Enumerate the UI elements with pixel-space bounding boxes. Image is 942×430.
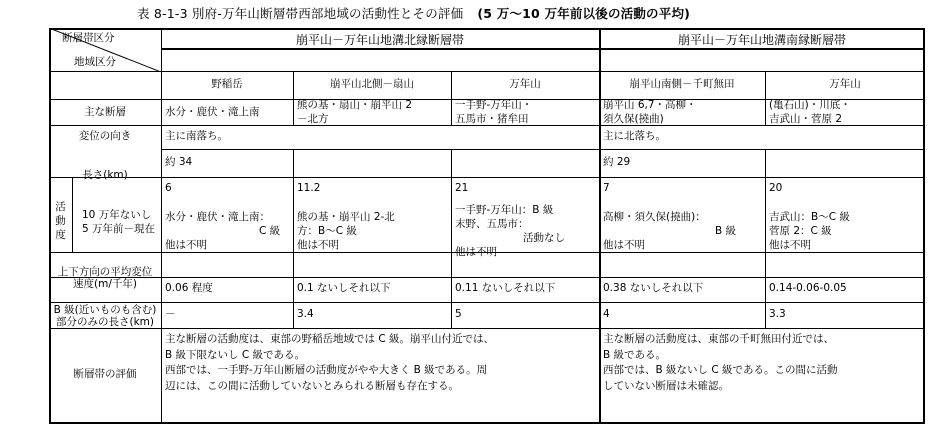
slip-rate-label: 上下方向の平均変位 速度(m/千年) — [57, 266, 153, 290]
activity-cell: 高柳・須久保(撓曲)： B 級 他は不明 — [603, 211, 737, 251]
south-zone-header: 崩平山－万年山地溝南縁断層帯 — [677, 33, 846, 47]
evaluation-label: 断層帯の評価 — [73, 368, 137, 380]
rule-v5b — [765, 149, 766, 328]
b-class-length-cell: 3.4 — [297, 308, 314, 320]
length-north-total: 約 34 — [165, 156, 193, 168]
b-class-length-cell: 3.3 — [769, 308, 786, 320]
b-class-length-label: B 級(近いものも含む) 部分のみの長さ(km) — [53, 304, 157, 328]
north-zone-header: 崩平山－万年山地溝北縁断層帯 — [295, 33, 464, 47]
rule-v-activity — [72, 177, 73, 252]
main-faults-cell: 一手野-万年山・ 五馬市・猪牟田 — [455, 99, 533, 125]
activity-cell: 一手野-万年山：B 級 末野、五馬市： 活動なし 他は不明 — [455, 204, 565, 258]
activity-cell: 水分・鹿伏・滝上南： C 級 他は不明 — [165, 211, 281, 251]
length-cell: 7 — [603, 182, 610, 194]
activity-cell: 吉武山：B～C 級 菅原 2：C 級 他は不明 — [769, 211, 850, 251]
table-title-sub: (5 万～10 万年前以後の活動の平均) — [477, 6, 691, 21]
slip-rate-cell: 0.11 ないしそれ以下 — [455, 282, 556, 294]
area-label: 地域区分 — [74, 56, 116, 68]
table-title — [137, 4, 690, 22]
displacement-south: 主に北落ち。 — [603, 130, 666, 142]
area-haneyama-north: 万年山 — [509, 78, 541, 90]
displacement-north: 主に南落ち。 — [165, 130, 228, 142]
table-title-main: 表 8-1-3 別府-万年山断層帯西部地域の活動性とその評価 — [137, 6, 464, 21]
area-noinedake: 野稲岳 — [211, 78, 243, 90]
area-kuenodaira-south: 崩平山南側－千町無田 — [629, 78, 735, 90]
rule-v2b — [293, 149, 294, 328]
main-faults-cell: 崩平山 6,7・高柳・ 須久保(撓曲) — [603, 99, 697, 125]
length-cell: 11.2 — [297, 182, 321, 194]
rule-v3b — [451, 149, 452, 328]
area-kuenodaira-north: 崩平山北側－扇山 — [330, 78, 414, 90]
slip-rate-cell: 0.14-0.06-0.05 — [769, 282, 847, 294]
b-class-length-cell: 5 — [455, 308, 462, 320]
rule-h2 — [49, 71, 925, 72]
length-cell: 20 — [769, 182, 783, 194]
activity-label: 10 万年ないし 5 万年前－現在 — [82, 209, 156, 235]
main-faults-cell: 水分・鹿伏・滝上南 — [165, 106, 260, 118]
displacement-label: 変位の向き — [78, 130, 132, 142]
main-faults-cell: 熊の基・扇山・崩平山 2 －北方 — [297, 99, 413, 125]
b-class-length-cell: － — [165, 308, 176, 320]
rule-h5 — [161, 149, 925, 150]
length-cell: 6 — [165, 182, 172, 194]
rule-h6 — [49, 177, 925, 178]
slip-rate-cell: 0.1 ないしそれ以下 — [297, 282, 391, 294]
activity-side-label: 活 動 度 — [55, 201, 66, 241]
fault-zone-label: 断層帯区分 — [62, 32, 115, 44]
b-class-length-cell: 4 — [603, 308, 610, 320]
slip-rate-cell: 0.06 程度 — [165, 282, 213, 294]
main-faults-cell: (亀石山)・川底・ 吉武山・菅原 2 — [769, 99, 851, 125]
rule-h1 — [161, 48, 925, 50]
length-label: 長さ(km) — [82, 169, 128, 181]
evaluation-south: 主な断層の活動度は、東部の千町無田付近では、 B 級である。 西部では、B 級ないし C 級である。この間に活動 していない断層は未確認。 — [603, 333, 838, 392]
activity-cell: 熊の基・崩平山 2-北 方：B～C 級 他は不明 — [297, 211, 395, 251]
length-cell: 21 — [455, 182, 469, 194]
rule-h10 — [49, 328, 925, 329]
area-haneyama-south: 万年山 — [829, 78, 861, 90]
evaluation-north: 主な断層の活動度は、東部の野稲岳地域では C 級。崩平山付近では、 B 級下限ないし C 級である。 西部では、一手野-万年山断層の活動度がやや大きく B 級である。周 辺には、この間に活動していないとみられる断層も存在する。 — [165, 333, 495, 392]
length-south-total: 約 29 — [603, 156, 631, 168]
main-faults-label: 主な断層 — [84, 106, 126, 118]
rule-h9 — [49, 302, 925, 303]
slip-rate-cell: 0.38 ないしそれ以下 — [603, 282, 704, 294]
rule-h8 — [49, 277, 925, 278]
